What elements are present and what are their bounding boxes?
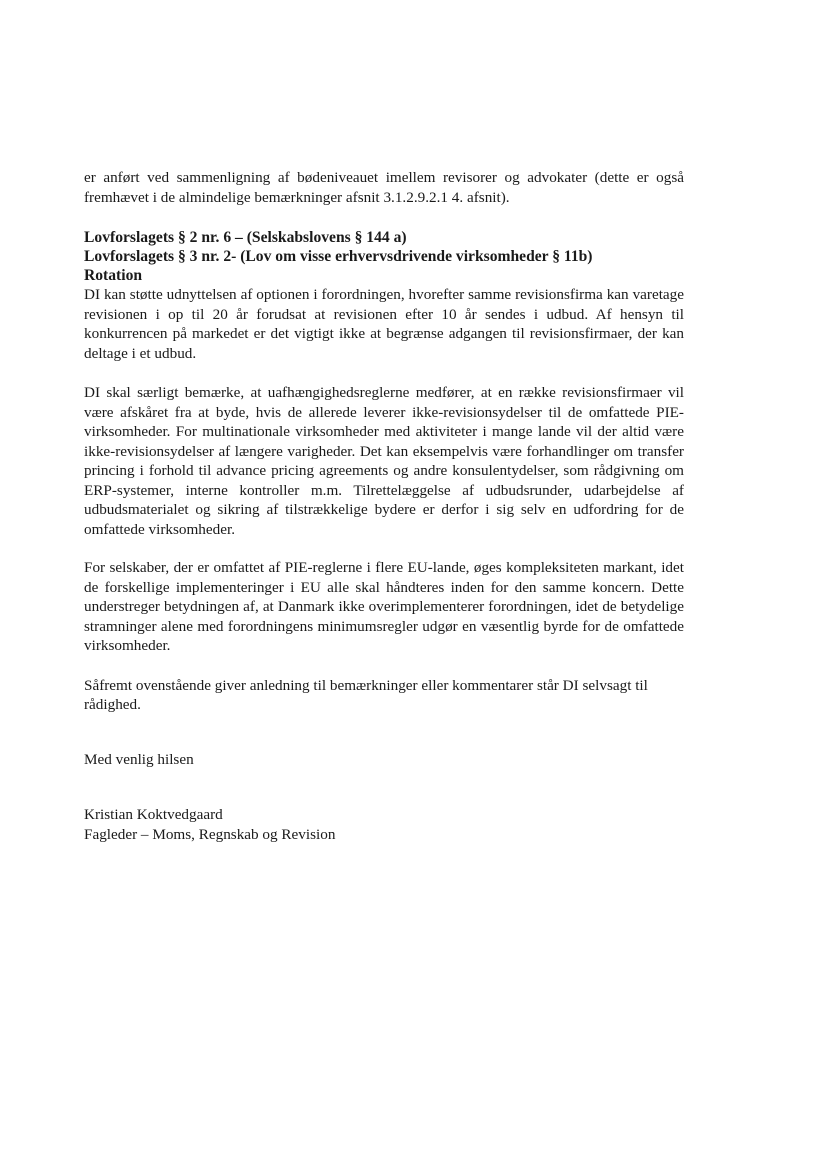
section-heading-2: Lovforslagets § 3 nr. 2- (Lov om visse erhvervsdrivende virksomheder § 11b)	[84, 248, 593, 265]
paragraph-complexity: For selskaber, der er omfattet af PIE-reglerne i flere EU-lande, øges kompleksiteten markant, idet de forskellige implementeringer i EU alle skal håndteres inden for den samme koncern. Dette understreger betydningen af, at Danmark ikke overimplementerer forordningen, idet de betydelige stramninger alene med forordningens minimumsregler udgør en væsentlig byrde for de omfattede virksomheder.	[84, 559, 684, 654]
paragraph-independence-rules: DI skal særligt bemærke, at uafhængighedsreglerne medfører, at en række revisionsfirmaer vil være afskåret fra at byde, hvis de allerede leverer ikke-revisionsydelser til de omfattede PIE-virksomheder. For multinationale virksomheder med aktiviteter i mange lande vil der altid være ikke-revisionsydelser af længere varigheder. Det kan eksempelvis være forhandlinger om transfer princing i forhold til advance pricing agreements og andre konsulentydelser, som rådgivning om ERP-systemer, interne kontroller m.m. Tilrettelæggelse af udbudsrunder, udarbejdelse af udbudsmaterialet og sikring af tilstrækkelige bydere er derfor i sig selv en udfordring for de omfattede virksomheder.	[84, 384, 684, 538]
document-body	[84, 168, 684, 844]
section-heading-rotation: Rotation	[84, 267, 143, 284]
paragraph-support-option: DI kan støtte udnyttelsen af optionen i forordningen, hvorefter samme revisionsfirma kan varetage revisionen i op til 20 år forudsat at revisionen efter 10 år sendes i udbud. Af hensyn til konkurrencen på markedet er det vigtigt ikke at begrænse adgangen til revisionsfirmaer, der kan deltage i et udbud.	[84, 286, 684, 362]
signature-block	[84, 805, 684, 844]
signer-name: Kristian Koktvedgaard	[84, 806, 223, 823]
intro-paragraph: er anført ved sammenligning af bødeniveauet imellem revisorer og advokater (dette er også fremhævet i de almindelige bemærkninger afsnit 3.1.2.9.2.1 4. afsnit).	[84, 169, 684, 206]
section-heading-1: Lovforslagets § 2 nr. 6 – (Selskabslovens § 144 a)	[84, 229, 407, 246]
closing-paragraph: Såfremt ovenstående giver anledning til bemærkninger eller kommentarer står DI selvsagt til rådighed.	[84, 676, 648, 713]
signer-title: Fagleder – Moms, Regnskab og Revision	[84, 825, 336, 843]
signoff: Med venlig hilsen	[84, 750, 194, 768]
